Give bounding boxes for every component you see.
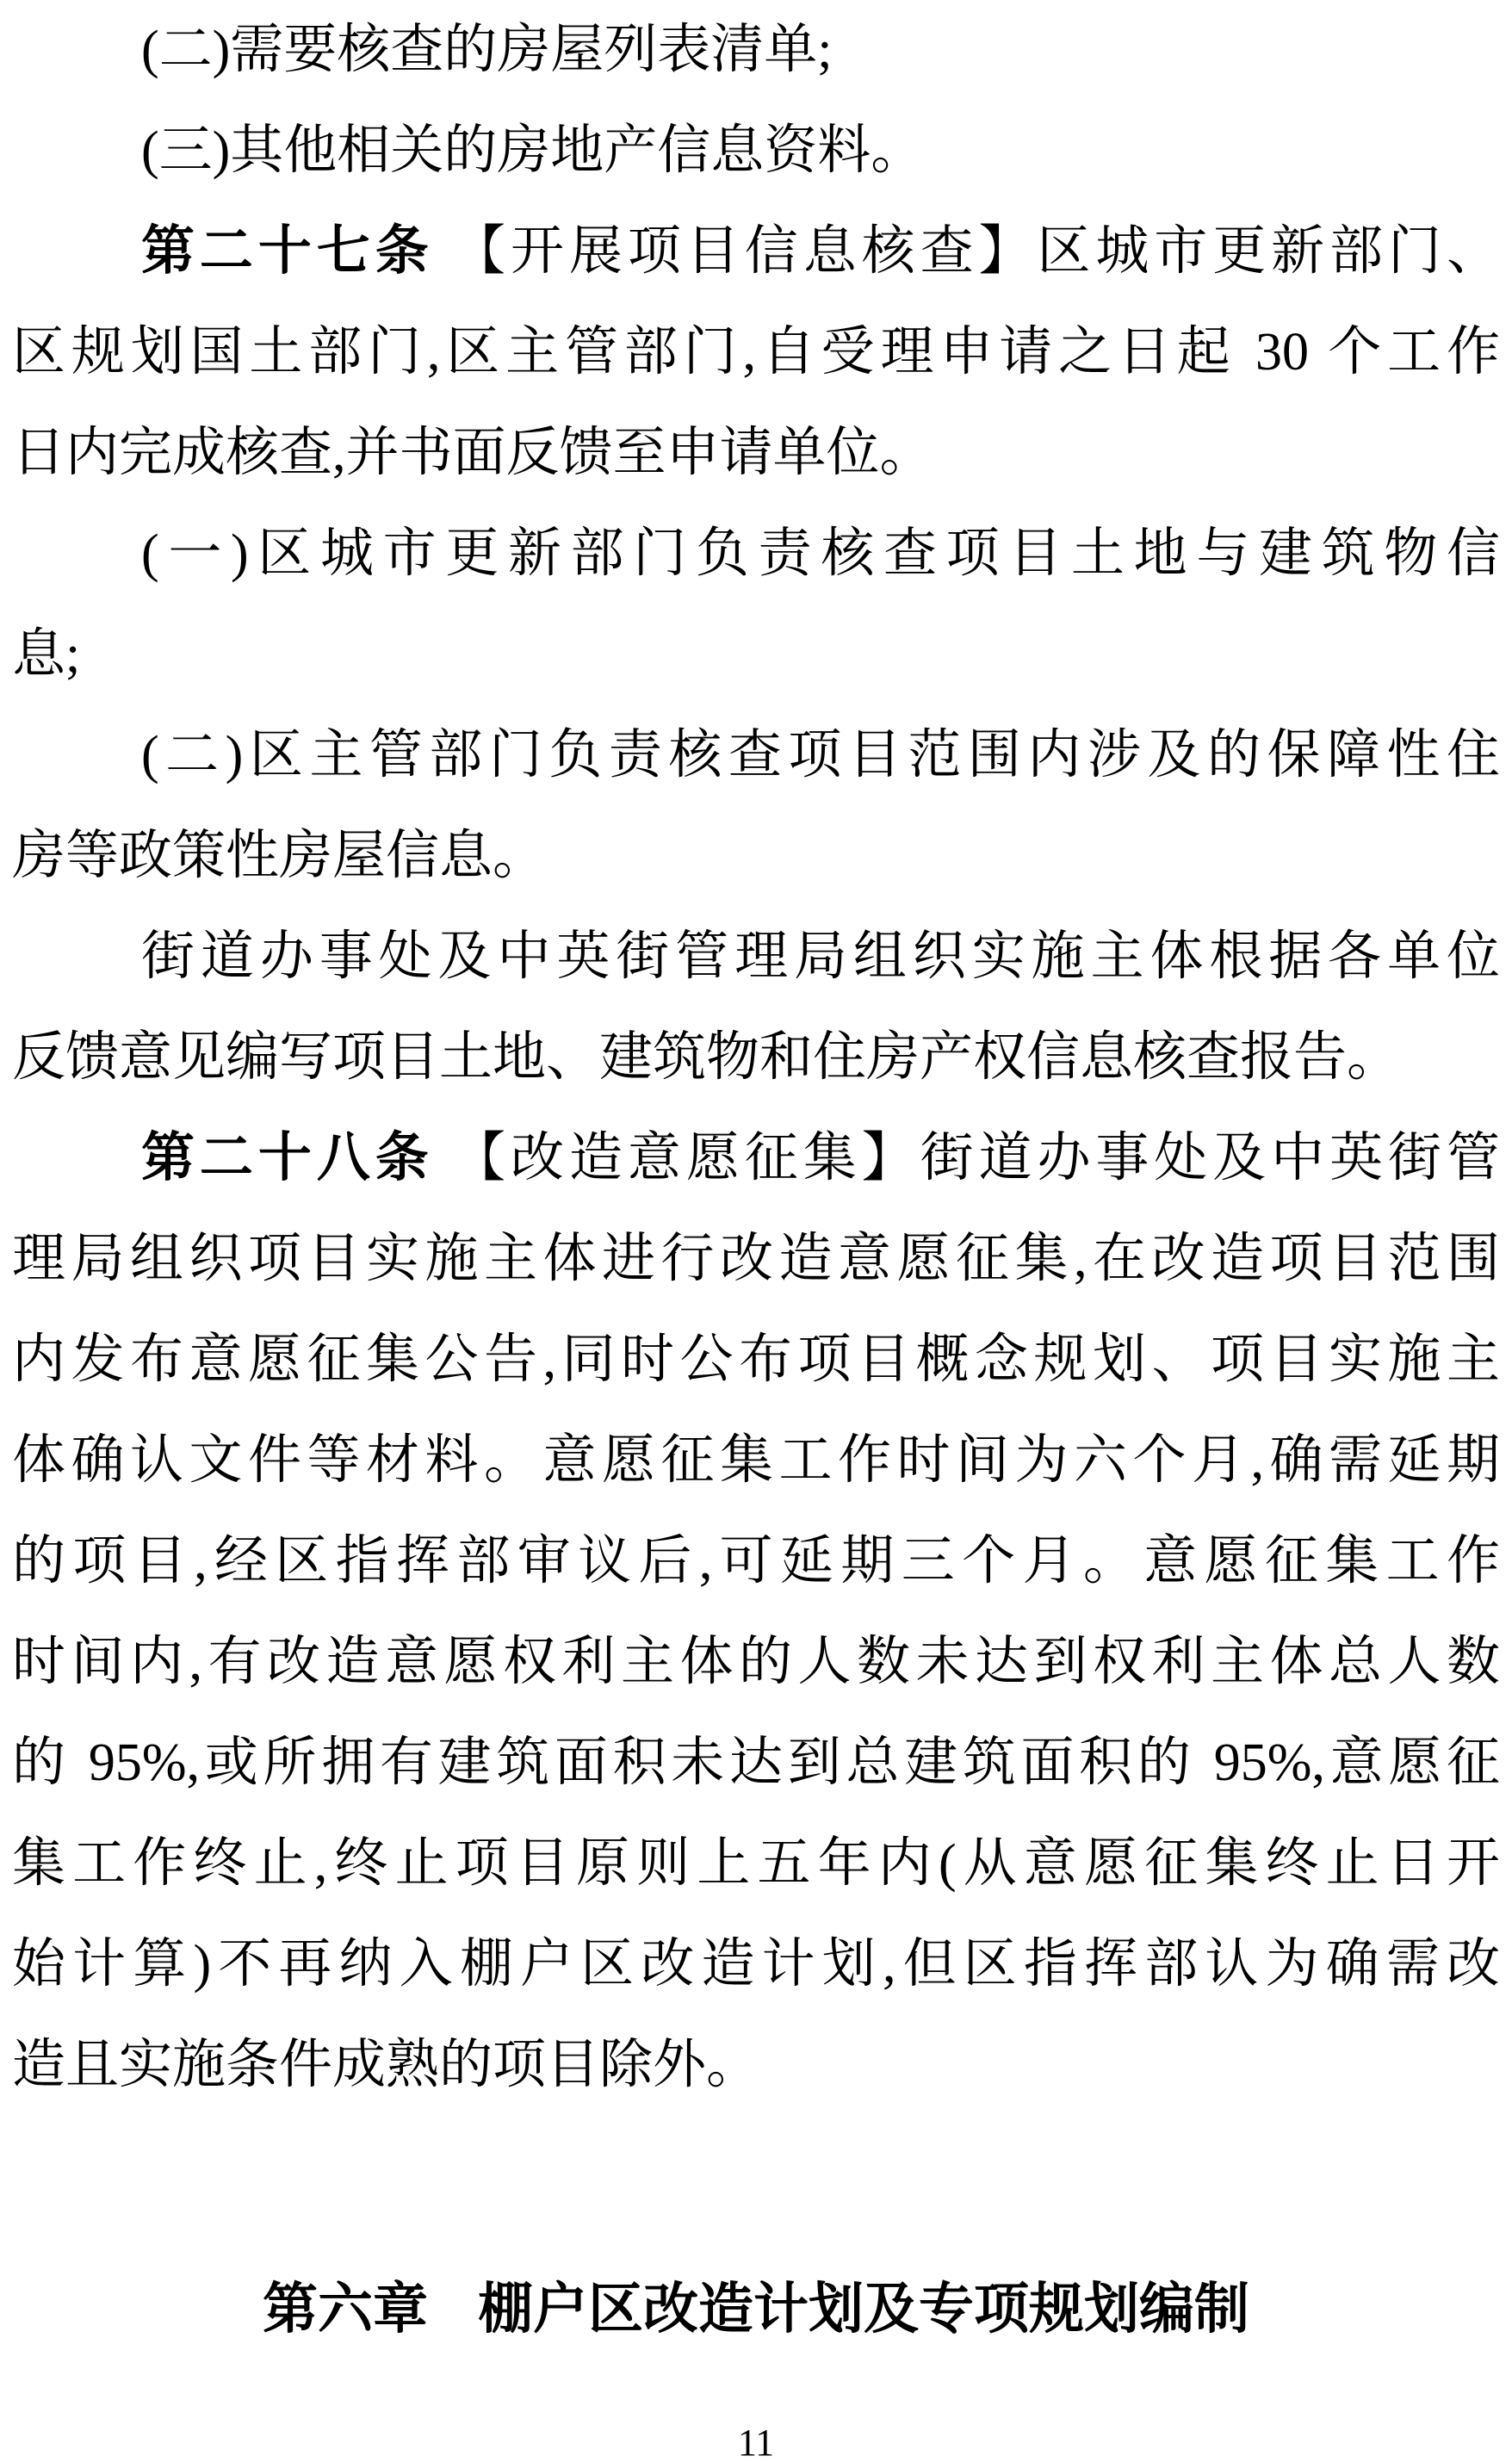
document-line: 房等政策性房屋信息。 <box>12 827 547 885</box>
article-title: 【改造意愿征集】街道办事处及中英街管 <box>433 1129 1500 1188</box>
document-line: 时间内,有改造意愿权利主体的人数未达到权利主体总人数 <box>12 1633 1500 1691</box>
document-body <box>12 0 1500 2116</box>
document-line: 体确认文件等材料。意愿征集工作时间为六个月,确需延期 <box>12 1431 1500 1490</box>
article-number: 第二十七条 <box>141 222 434 281</box>
document-line: 理局组织项目实施主体进行改造意愿征集,在改造项目范围 <box>12 1230 1500 1288</box>
document-line: 造且实施条件成熟的项目除外。 <box>12 2036 760 2094</box>
document-line: (二)需要核查的房屋列表清单; <box>141 21 833 79</box>
document-line: 反馈意见编写项目土地、建筑物和住房产权信息核查报告。 <box>12 1028 1401 1087</box>
document-line: 始计算)不再纳入棚户区改造计划,但区指挥部认为确需改 <box>12 1935 1500 1994</box>
document-line: 街道办事处及中英街管理局组织实施主体根据各单位 <box>141 927 1500 986</box>
document-line: 区规划国土部门,区主管部门,自受理申请之日起 30 个工作 <box>12 323 1500 381</box>
chapter-title: 棚户区改造计划及专项规划编制 <box>478 2279 1249 2340</box>
document-line: (三)其他相关的房地产信息资料。 <box>141 121 925 180</box>
document-line: 的项目,经区指挥部审议后,可延期三个月。意愿征集工作 <box>12 1532 1500 1591</box>
page-number: 11 <box>737 2422 775 2462</box>
document-line: 集工作终止,终止项目原则上五年内(从意愿征集终止日开 <box>12 1834 1500 1893</box>
chapter-heading <box>12 2275 1500 2344</box>
document-line: 内发布意愿征集公告,同时公布项目概念规划、项目实施主 <box>12 1330 1500 1389</box>
document-line: (二)区主管部门负责核查项目范围内涉及的保障性住 <box>141 726 1500 784</box>
document-line: 息; <box>12 625 81 684</box>
document-line: 的 95%,或所拥有建筑面积未达到总建筑面积的 95%,意愿征 <box>12 1733 1500 1792</box>
chapter-number: 第六章 <box>263 2279 428 2340</box>
article-title: 【开展项目信息核查】区城市更新部门、 <box>433 222 1500 281</box>
document-line <box>12 202 1500 302</box>
article-number: 第二十八条 <box>141 1129 434 1188</box>
document-line <box>12 1108 1500 1209</box>
document-line: 日内完成核查,并书面反馈至申请单位。 <box>12 424 933 482</box>
document-line: (一)区城市更新部门负责核查项目土地与建筑物信 <box>141 524 1500 583</box>
